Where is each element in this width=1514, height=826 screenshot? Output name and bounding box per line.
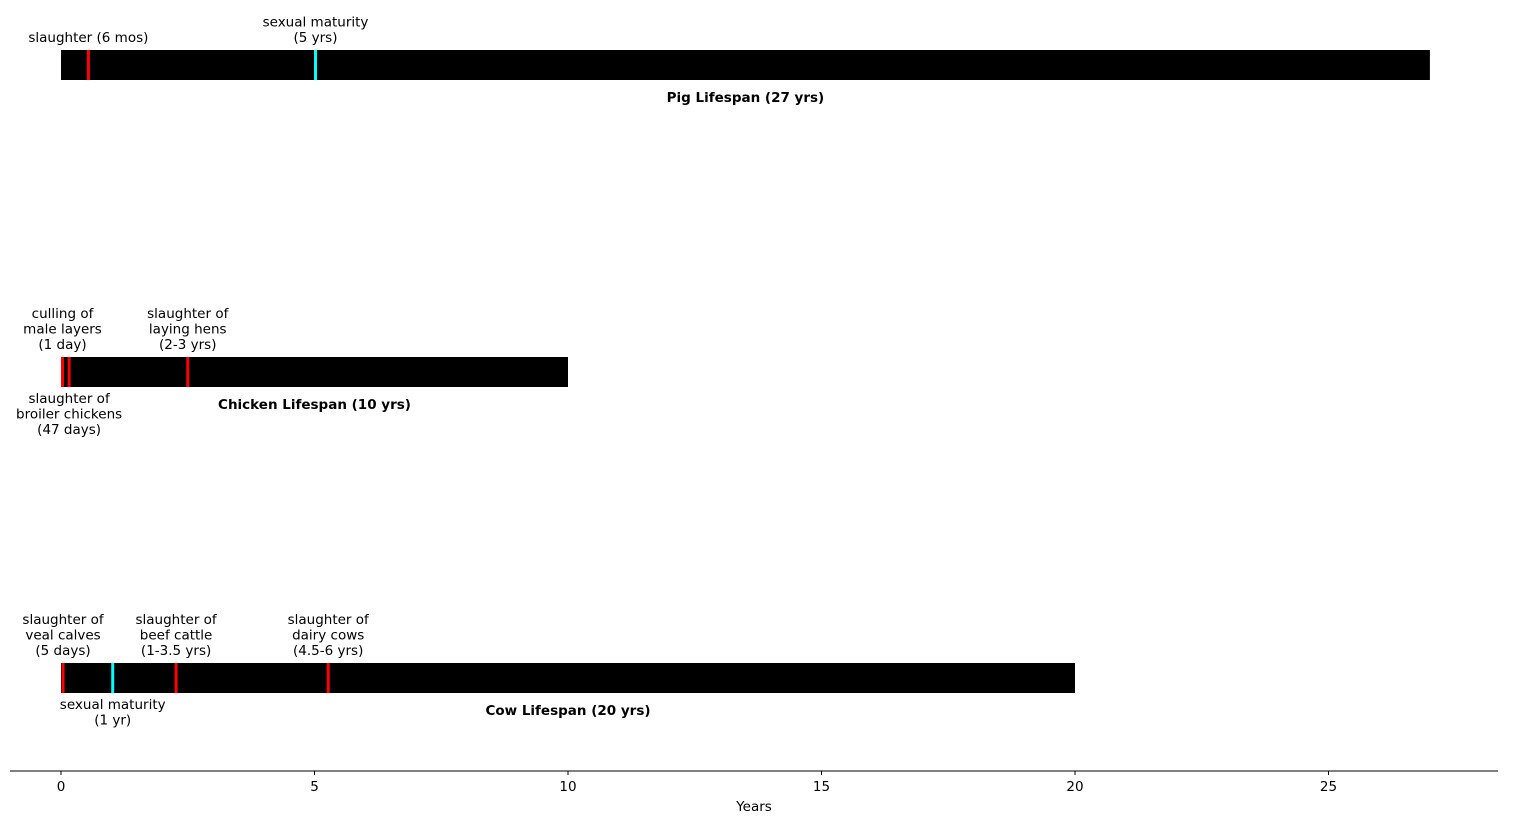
event-label-line: beef cattle	[139, 627, 213, 644]
event-label-line: slaughter of	[147, 306, 229, 322]
event-label	[288, 612, 370, 659]
lifespan-bar-cow	[61, 663, 1075, 693]
event-label-line: laying hens	[148, 321, 227, 338]
x-axis-ticks	[57, 771, 1337, 795]
event-label-line: (5 days)	[35, 643, 91, 659]
event-label-line: slaughter (6 mos)	[28, 30, 149, 46]
lifespan-label-chicken: Chicken Lifespan (10 yrs)	[218, 397, 411, 413]
row-cow	[22, 612, 1075, 729]
event-label-line: (4.5-6 yrs)	[293, 643, 364, 659]
event-label-line: (1 day)	[38, 337, 87, 353]
lifespan-bar-pig	[61, 50, 1430, 80]
event-label-line: broiler chickens	[16, 406, 123, 423]
event-label-line: (1-3.5 yrs)	[140, 643, 212, 659]
x-tick-label: 0	[56, 779, 66, 795]
x-tick-label: 25	[1319, 779, 1338, 795]
event-label-line: male layers	[23, 321, 102, 338]
row-pig	[28, 15, 1430, 107]
x-tick-label: 10	[559, 779, 577, 795]
x-tick-label: 5	[310, 779, 319, 795]
event-label-line: (1 yr)	[94, 712, 132, 729]
event-label-line: slaughter of	[287, 612, 369, 628]
event-label-line: sexual maturity	[59, 697, 166, 713]
row-chicken	[16, 306, 568, 438]
event-label-line: culling of	[31, 306, 94, 322]
event-label-line: veal calves	[25, 627, 101, 644]
x-tick-label: 15	[812, 779, 831, 795]
lifespan-bar-chicken	[61, 357, 568, 387]
event-label	[28, 30, 148, 46]
event-label	[135, 612, 217, 659]
event-label-line: dairy cows	[292, 627, 365, 644]
event-label-line: slaughter of	[28, 391, 110, 407]
lifespan-label-pig: Pig Lifespan (27 yrs)	[666, 90, 825, 106]
event-label	[23, 306, 102, 353]
x-axis-label: Years	[736, 799, 772, 815]
event-label	[263, 15, 369, 47]
lifespan-label-cow: Cow Lifespan (20 yrs)	[485, 703, 651, 719]
event-label-line: (47 days)	[37, 422, 102, 438]
event-label	[16, 391, 122, 438]
rows-layer	[16, 15, 1430, 729]
event-label	[60, 697, 166, 729]
event-label-line: slaughter of	[22, 612, 104, 628]
x-tick-label: 20	[1066, 779, 1084, 795]
event-label-line: (5 yrs)	[293, 30, 338, 46]
event-label	[22, 612, 104, 659]
event-label-line: slaughter of	[135, 612, 217, 628]
event-label-line: sexual maturity	[262, 14, 369, 31]
event-label	[147, 306, 229, 353]
event-label-line: (2-3 yrs)	[159, 337, 217, 353]
